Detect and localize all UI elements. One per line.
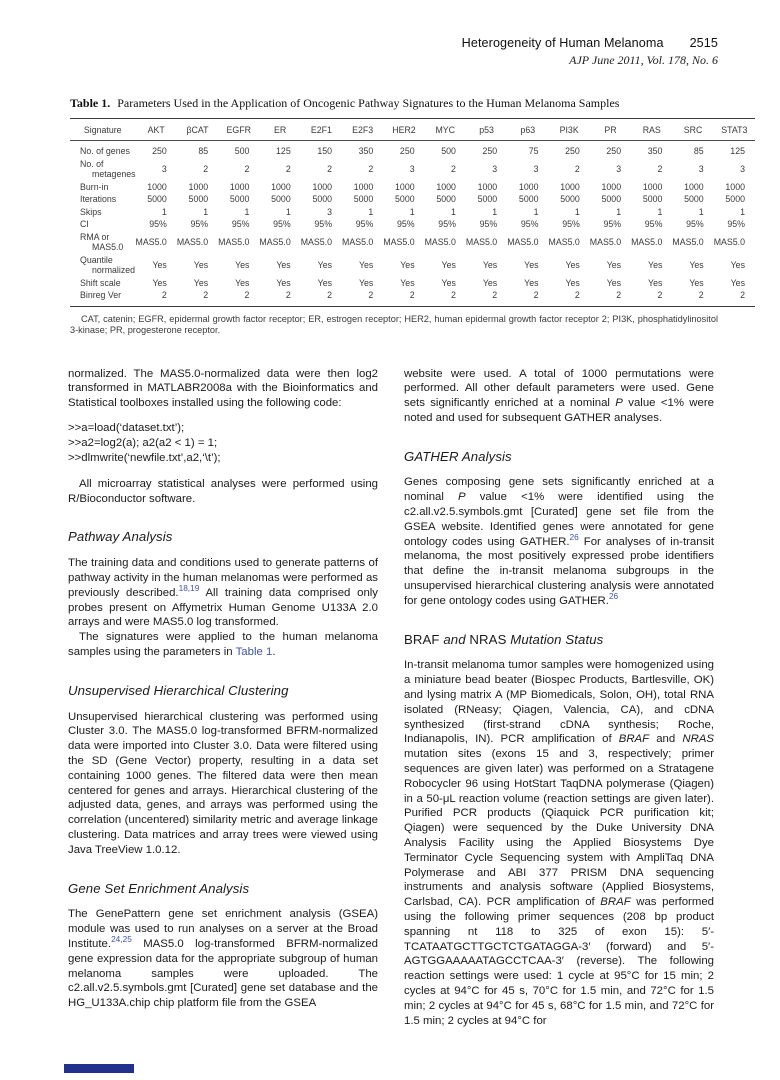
table-label: Table 1. bbox=[70, 96, 111, 110]
table-cell: Yes bbox=[482, 277, 498, 288]
table-cell: 95% bbox=[562, 219, 580, 229]
table-cell: Yes bbox=[606, 277, 622, 288]
table-cell: 5000 bbox=[395, 194, 415, 204]
text-run: Gene Set Enrichment Analysis bbox=[68, 880, 250, 896]
citation-reference[interactable]: 18,19 bbox=[178, 583, 200, 594]
table-cell: 500 bbox=[441, 146, 456, 156]
table-cell: 5000 bbox=[560, 194, 580, 204]
column-header: RAS bbox=[631, 119, 672, 141]
table-cell: 1 bbox=[533, 206, 539, 217]
table-cell: 1000 bbox=[560, 181, 580, 192]
column-header: MYC bbox=[425, 119, 466, 141]
table-cell: 95% bbox=[190, 219, 209, 229]
table-cell: 5000 bbox=[436, 194, 456, 204]
table-cell: 250 bbox=[565, 146, 580, 156]
table-cell: 500 bbox=[234, 146, 250, 156]
table-cell: 1000 bbox=[642, 181, 663, 192]
table-cell: Yes bbox=[524, 277, 539, 288]
table-cell: 3 bbox=[161, 163, 167, 174]
table-cell: 2 bbox=[533, 290, 539, 300]
footer-mark bbox=[64, 1064, 134, 1073]
table-cell: 95% bbox=[397, 219, 415, 229]
table-cell: 350 bbox=[358, 146, 374, 156]
text-run: P bbox=[615, 397, 623, 410]
table-cell: 125 bbox=[730, 146, 745, 156]
citation-reference[interactable]: 26 bbox=[569, 531, 579, 542]
row-label: Skips bbox=[80, 206, 102, 217]
table-cell: Yes bbox=[730, 259, 745, 270]
table-cell: Yes bbox=[152, 259, 167, 270]
table-footnote: CAT, catenin; EGFR, epidermal growth factor receptor; ER, estrogen receptor; HER2, human epidermal growth factor receptor 2; PI3K, phosphatidylinositol 3-kinase; PR, progesterone receptor. bbox=[70, 313, 718, 335]
column-header: SRC bbox=[672, 119, 713, 141]
column-header: E2F3 bbox=[342, 119, 383, 141]
section-heading bbox=[68, 530, 378, 545]
table-cell: 3 bbox=[409, 163, 415, 174]
right-column bbox=[404, 367, 714, 1029]
table-cell: 1 bbox=[285, 206, 291, 217]
table-cell: Yes bbox=[441, 259, 456, 270]
paragraph bbox=[404, 367, 714, 426]
text-run: Unsupervised hierarchical clustering was performed using Cluster 3.0. The MAS5.0 log-transformed BFRM-normalized data were imported into Cluster 3.0. Data were filtered using the SD (Gene Vector) property, resulting in a data set containing 1000 genes. The filtered data were then mean centered for genes and arrays. Hierarchical clustering of the adjusted data, genes, and arrays was performed using the correlation (uncentered) similarity metric and average linkage clustering. Data matrices and array trees were viewed using Java TreeView 1.0.12. bbox=[68, 710, 378, 856]
table-cell: MAS5.0 bbox=[589, 236, 622, 247]
table-cell: 5000 bbox=[518, 194, 539, 204]
text-run: normalized. The MAS5.0-normalized data were then log2 transformed in MATLABR2008a with the Bioinformatics and Statistical toolboxes installed using the following code: bbox=[68, 367, 378, 410]
table-cell: 95% bbox=[644, 219, 663, 229]
running-title: Heterogeneity of Human Melanoma bbox=[461, 36, 664, 50]
text-run: NRAS bbox=[682, 733, 714, 746]
row-label: Shift scale bbox=[80, 277, 121, 288]
journal-citation: AJP June 2011, Vol. 178, No. 6 bbox=[569, 53, 718, 67]
code-line: >>a2=log2(a); a2(a2 < 1) = 1; bbox=[68, 436, 218, 449]
table-cell: 1000 bbox=[395, 181, 415, 192]
table-cell: Yes bbox=[689, 259, 704, 270]
table-cell: 250 bbox=[399, 146, 415, 156]
table-cell: 95% bbox=[314, 219, 333, 229]
text-run: BRAF bbox=[618, 733, 650, 746]
citation-reference[interactable]: 24,25 bbox=[111, 934, 132, 945]
table-row bbox=[70, 206, 755, 219]
text-run: All training data comprised only probes present on Affymetrix Human Genome U133A 2.0 arrays and were MAS5.0 log transformed. bbox=[68, 586, 379, 629]
row-label: CI bbox=[80, 219, 89, 229]
text-run: website were used. A total of 1000 permutations were performed. All other default parameters were used. Gene sets significantly enriched at a nominal bbox=[404, 367, 714, 410]
left-column bbox=[68, 367, 378, 1029]
paragraph bbox=[68, 630, 378, 660]
table-cell: 5000 bbox=[642, 194, 663, 204]
table-cell: MAS5.0 bbox=[507, 236, 539, 247]
text-run: The training data and conditions used to generate patterns of pathway activity in the human melanomas were performed as previously described. bbox=[68, 557, 378, 599]
table-cell: 1000 bbox=[436, 181, 456, 192]
table-title: Parameters Used in the Application of Oncogenic Pathway Signatures to the Human Melanoma Samples bbox=[117, 96, 620, 110]
table-cell: 2 bbox=[203, 163, 209, 174]
table-cell: 2 bbox=[657, 290, 663, 300]
table-cell: 2 bbox=[285, 290, 291, 300]
section-heading bbox=[404, 450, 714, 465]
text-run: . bbox=[272, 646, 276, 659]
table-row bbox=[70, 141, 755, 158]
table-cell: 2 bbox=[244, 290, 250, 300]
row-label: Iterations bbox=[80, 194, 117, 204]
table-row bbox=[70, 231, 755, 254]
text-run: and bbox=[439, 631, 470, 647]
table-cell: 75 bbox=[528, 146, 539, 156]
table-cell: 1 bbox=[574, 206, 580, 217]
table-cell: Yes bbox=[524, 259, 539, 270]
text-run: mutation sites (exons 15 and 3, respectively; primer sequences are given later) was performed on a Stratagene Robocycler 96 using HotStart TaqDNA polymerase (Qiagen) in a 50-μL reaction volume (reaction settings are given later). Purified PCR products (Qiaquick PCR purification kit; Qiagen) were sequenced by the Duke University DNA Analysis Facility using the Applied Biosystems Dye Terminator Cycle Sequencing system with AmpliTaq DNA Polymerase and ABI 377 PRISM DNA sequencing instruments and analysis software (Applied Biosystems, Carlsbad, CA). PCR amplification of bbox=[404, 748, 714, 909]
paragraph bbox=[68, 556, 378, 630]
table-cell: Yes bbox=[276, 277, 291, 288]
table-cell: 85 bbox=[198, 146, 209, 156]
row-label: Burn-in bbox=[80, 181, 109, 192]
table-cell: MAS5.0 bbox=[176, 236, 209, 247]
table-cell: 95% bbox=[686, 219, 704, 229]
citation-reference[interactable]: 26 bbox=[608, 591, 619, 602]
text-run: was performed using the following primer sequences (208 bp product spanning nt 118 to 325 of exon 15): 5′-TCATAATGCTTGCTCTGATAGGA-3′ (forward) and 5′-AGTGGAAAAATAGCCTCAA-3′ (reverse). The following reaction settings were used: 1 cycle at 95°C for 15 min; 2 cycles at 94°C for 45 s, 70°C for 1.5 min, and 72°C for 1.5 min; 2 cycles at 94°C for 45 s, 68°C for 1.5 min, and 72°C for 1.5 min; 2 cycles at 94°C for bbox=[404, 896, 714, 1027]
table-cell: Yes bbox=[358, 277, 374, 288]
table-cell: 2 bbox=[203, 290, 209, 300]
table-cell: 350 bbox=[647, 146, 663, 156]
table-cell: 1 bbox=[244, 206, 250, 217]
table-cell: Yes bbox=[565, 277, 580, 288]
table-row bbox=[70, 218, 755, 231]
text-run: Unsupervised Hierarchical Clustering bbox=[68, 682, 289, 698]
column-header: HER2 bbox=[383, 119, 424, 141]
column-header: Signature bbox=[70, 119, 136, 141]
table-header-row bbox=[70, 119, 755, 141]
table-cell: 2 bbox=[574, 290, 580, 300]
text-run: NRAS bbox=[469, 631, 507, 647]
table-cell: 1 bbox=[409, 206, 415, 217]
table-cell: MAS5.0 bbox=[713, 236, 745, 247]
table-cell: 125 bbox=[276, 146, 291, 156]
text-run: All microarray statistical analyses were performed using R/Bioconductor software. bbox=[68, 477, 378, 505]
table-cell: 3 bbox=[698, 163, 704, 174]
row-label: Quantile normalized bbox=[80, 254, 136, 275]
table-cell: 95% bbox=[603, 219, 622, 229]
column-header: PR bbox=[590, 119, 631, 141]
table-cell: MAS5.0 bbox=[135, 236, 167, 247]
text-run: For analyses of in-transit melanoma, the most positively expressed probe identifiers that define the in-transit melanoma subgroups in the unsupervised hierarchical clustering analysis were annotated for gene ontology codes using GATHER. bbox=[404, 535, 714, 607]
table-cell: 1000 bbox=[353, 181, 374, 192]
table-cell: 250 bbox=[482, 146, 498, 156]
table-cell: MAS5.0 bbox=[383, 236, 415, 247]
page-number: 2515 bbox=[689, 36, 718, 50]
table-cell: 5000 bbox=[601, 194, 622, 204]
table-cell: 95% bbox=[149, 219, 167, 229]
table-cell: 1000 bbox=[601, 181, 622, 192]
table-cell: 95% bbox=[273, 219, 291, 229]
table-row bbox=[70, 289, 755, 306]
table-cell: 1000 bbox=[147, 181, 167, 192]
table-cell: Yes bbox=[565, 259, 580, 270]
text-run: The GenePattern gene set enrichment analysis (GSEA) module was used to run analyses on a server at the Broad Institute. bbox=[68, 908, 378, 951]
table-cell: Yes bbox=[400, 259, 415, 270]
table-cell: 1 bbox=[616, 206, 622, 217]
text-run: Mutation Status bbox=[506, 631, 604, 647]
table-cell: 3 bbox=[492, 163, 498, 174]
table-cell: 5000 bbox=[147, 194, 167, 204]
table-cell: 2 bbox=[244, 163, 250, 174]
text-run: In-transit melanoma tumor samples were homogenized using a miniature bead beater (Biospec Products, Bartlesville, OK) and lysing matrix A (MP Biomedicals, Solon, OH), total RNA isolated (RNeasy; Qiagen, Valencia, CA), and cDNA synthesized (first-strand cDNA synthesis; Roche, Indianapolis, IN). PCR amplification of bbox=[404, 659, 714, 746]
page-header bbox=[0, 36, 718, 68]
table-cell: 5000 bbox=[188, 194, 209, 204]
column-header: βCAT bbox=[177, 119, 218, 141]
table-cell: 95% bbox=[520, 219, 539, 229]
section-heading bbox=[68, 684, 378, 699]
table-cell: MAS5.0 bbox=[424, 236, 456, 247]
paragraph bbox=[68, 477, 378, 507]
table-cell: Yes bbox=[235, 259, 250, 270]
paragraph bbox=[404, 475, 714, 608]
column-header: EGFR bbox=[218, 119, 259, 141]
table-cell: MAS5.0 bbox=[631, 236, 663, 247]
table-cell: 1000 bbox=[725, 181, 745, 192]
column-header: E2F1 bbox=[301, 119, 342, 141]
table-cell: 95% bbox=[438, 219, 456, 229]
table-cell: 1000 bbox=[684, 181, 704, 192]
code-line: >>dlmwrite(‘newfile.txt’,a2,‘\t’); bbox=[68, 451, 221, 464]
table-cell: 2 bbox=[285, 163, 291, 174]
table-cell: 1000 bbox=[229, 181, 250, 192]
table-cell: 5000 bbox=[353, 194, 374, 204]
table-cell: 2 bbox=[740, 290, 745, 300]
table-cell: MAS5.0 bbox=[548, 236, 580, 247]
table-reference-link[interactable]: Table 1 bbox=[235, 646, 273, 659]
table-cell: 1 bbox=[161, 206, 167, 217]
table-cell: MAS5.0 bbox=[259, 236, 291, 247]
text-run: GATHER Analysis bbox=[404, 448, 512, 464]
table-cell: 5000 bbox=[684, 194, 704, 204]
table-cell: Yes bbox=[606, 259, 622, 270]
table-cell: 1 bbox=[698, 206, 704, 217]
table-cell: 250 bbox=[606, 146, 622, 156]
table-cell: 250 bbox=[152, 146, 167, 156]
text-run: Pathway Analysis bbox=[68, 529, 173, 545]
paragraph bbox=[68, 907, 378, 1011]
text-run: and bbox=[649, 733, 683, 746]
table-cell: Yes bbox=[441, 277, 456, 288]
table-section bbox=[70, 96, 748, 307]
table-cell: 85 bbox=[693, 146, 704, 156]
table-cell: Yes bbox=[400, 277, 415, 288]
article-body bbox=[68, 367, 714, 1029]
table-cell: Yes bbox=[152, 277, 167, 288]
text-run: value <1% were identified using the c2.all.v2.5.symbols.gmt [Curated] gene set file from the GSEA website. Identified genes were annotated for gene ontology codes using GATHER. bbox=[404, 491, 715, 548]
table-cell: 95% bbox=[355, 219, 374, 229]
parameters-table bbox=[70, 118, 755, 307]
row-label: No. of genes bbox=[80, 146, 130, 156]
table-cell: 1 bbox=[740, 206, 745, 217]
table-cell: Yes bbox=[358, 259, 374, 270]
table-cell: 1000 bbox=[312, 181, 333, 192]
table-cell: 5000 bbox=[312, 194, 333, 204]
table-cell: 95% bbox=[727, 219, 745, 229]
table-cell: Yes bbox=[317, 277, 333, 288]
table-cell: MAS5.0 bbox=[300, 236, 333, 247]
table-cell: 1 bbox=[492, 206, 498, 217]
table-cell: MAS5.0 bbox=[218, 236, 250, 247]
row-label: Binreg Ver bbox=[80, 290, 122, 300]
table-cell: 1000 bbox=[477, 181, 498, 192]
table-cell: 3 bbox=[533, 163, 539, 174]
table-cell: 2 bbox=[492, 290, 498, 300]
code-line: >>a=load(‘dataset.txt’); bbox=[68, 421, 185, 434]
table-row bbox=[70, 193, 755, 206]
paragraph bbox=[68, 367, 378, 411]
table-cell: 1 bbox=[203, 206, 209, 217]
table-cell: 2 bbox=[574, 163, 580, 174]
table-cell: MAS5.0 bbox=[342, 236, 374, 247]
table-cell: Yes bbox=[276, 259, 291, 270]
row-label: No. of metagenes bbox=[80, 158, 136, 179]
table-row bbox=[70, 277, 755, 290]
table-cell: 1 bbox=[657, 206, 663, 217]
table-cell: Yes bbox=[482, 259, 498, 270]
table-cell: MAS5.0 bbox=[465, 236, 498, 247]
table-cell: 2 bbox=[616, 290, 622, 300]
table-cell: 3 bbox=[740, 163, 745, 174]
column-header: p53 bbox=[466, 119, 507, 141]
code-block bbox=[68, 421, 378, 466]
table-row bbox=[70, 181, 755, 194]
table-cell: 2 bbox=[451, 163, 456, 174]
table-cell: 2 bbox=[368, 163, 374, 174]
column-header: ER bbox=[259, 119, 300, 141]
text-run: BRAF bbox=[600, 896, 631, 909]
table-row bbox=[70, 254, 755, 277]
table-cell: Yes bbox=[193, 259, 209, 270]
text-run: MAS5.0 log-transformed BFRM-normalized gene expression data for the appropriate subgroup of human melanoma samples were uploaded. The c2.all.v2.5.symbols.gmt [Curated] gene set database and the HG_U133A.chip chip platform file from the GSEA bbox=[68, 938, 378, 1010]
column-header: STAT3 bbox=[714, 119, 755, 141]
table-cell: 2 bbox=[161, 290, 167, 300]
column-header: p63 bbox=[507, 119, 548, 141]
text-run: BRAF bbox=[404, 631, 440, 647]
table-cell: 2 bbox=[698, 290, 704, 300]
row-label: RMA or MAS5.0 bbox=[80, 231, 124, 252]
text-run: Genes composing gene sets significantly enriched at a nominal bbox=[404, 476, 714, 504]
table-cell: Yes bbox=[648, 277, 663, 288]
table-cell: 1000 bbox=[518, 181, 539, 192]
text-run: value <1% were noted and used for subsequent GATHER analyses. bbox=[404, 397, 714, 424]
table-cell: 1000 bbox=[188, 181, 209, 192]
section-heading bbox=[68, 882, 378, 897]
table-cell: Yes bbox=[193, 277, 209, 288]
table-cell: 95% bbox=[479, 219, 498, 229]
table-cell: 2 bbox=[657, 163, 663, 174]
table-row bbox=[70, 158, 755, 181]
section-heading bbox=[404, 633, 714, 648]
table-cell: Yes bbox=[648, 259, 663, 270]
column-header: AKT bbox=[136, 119, 177, 141]
table-cell: 2 bbox=[451, 290, 456, 300]
table-cell: Yes bbox=[235, 277, 250, 288]
table-cell: 1000 bbox=[271, 181, 291, 192]
table-cell: 5000 bbox=[477, 194, 498, 204]
running-head bbox=[0, 36, 718, 50]
table-cell: 2 bbox=[409, 290, 415, 300]
column-header: PI3K bbox=[549, 119, 590, 141]
table-cell: MAS5.0 bbox=[672, 236, 704, 247]
table-cell: 150 bbox=[317, 146, 333, 156]
table-cell: 2 bbox=[368, 290, 374, 300]
table-caption bbox=[70, 96, 718, 111]
text-run: P bbox=[458, 491, 466, 504]
table-cell: Yes bbox=[317, 259, 333, 270]
paragraph bbox=[68, 710, 378, 858]
table-cell: 3 bbox=[327, 206, 333, 217]
table-cell: 1 bbox=[451, 206, 456, 217]
table-cell: 3 bbox=[616, 163, 622, 174]
table-cell: 5000 bbox=[271, 194, 291, 204]
table-cell: 2 bbox=[327, 163, 333, 174]
paragraph bbox=[404, 658, 714, 1028]
table-cell: 1 bbox=[368, 206, 374, 217]
text-run: The signatures were applied to the human melanoma samples using the parameters in bbox=[68, 631, 378, 659]
table-cell: 5000 bbox=[725, 194, 745, 204]
table-cell: Yes bbox=[730, 277, 745, 288]
table-cell: 95% bbox=[231, 219, 250, 229]
table-cell: 5000 bbox=[229, 194, 250, 204]
table-cell: 2 bbox=[327, 290, 333, 300]
table-cell: Yes bbox=[689, 277, 704, 288]
